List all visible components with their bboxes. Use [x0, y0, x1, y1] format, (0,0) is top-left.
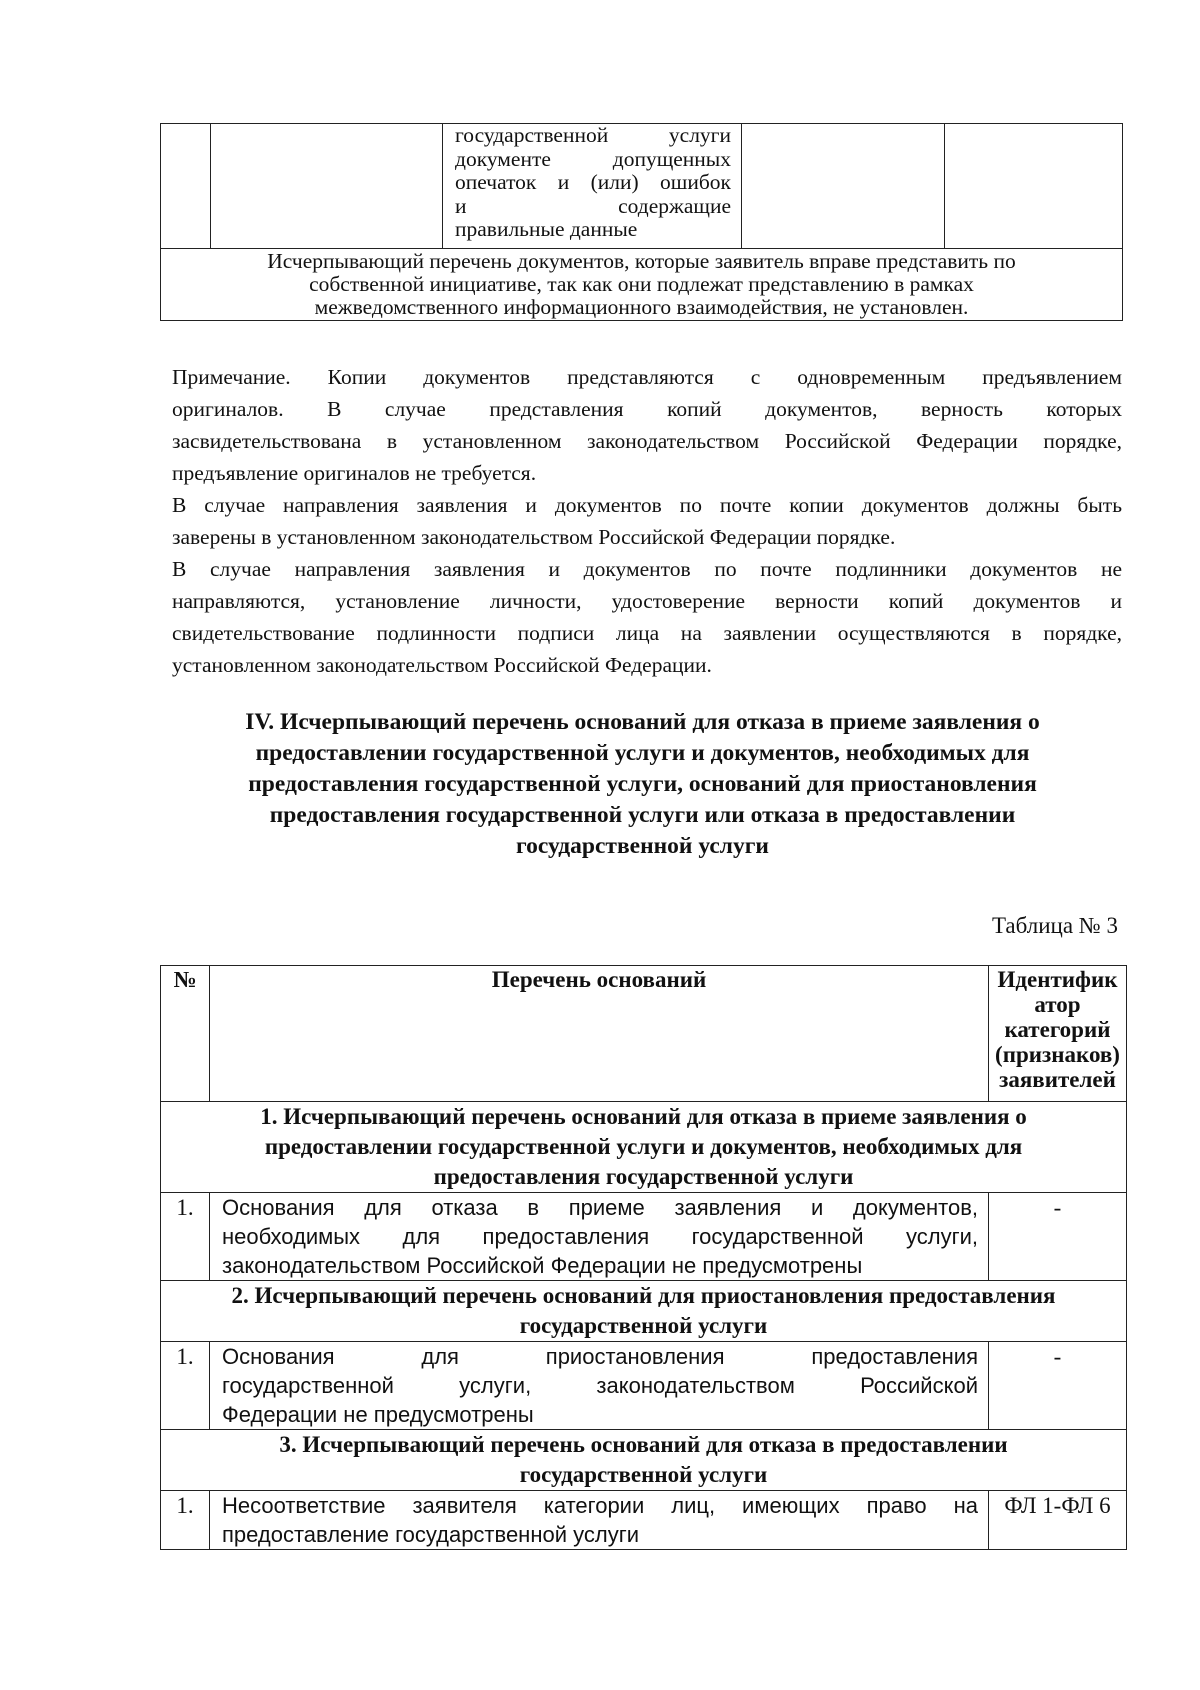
table-row — [161, 1193, 1127, 1281]
section-row — [161, 1281, 1127, 1342]
table-row — [161, 249, 1123, 321]
row-identifier: ФЛ 1-ФЛ 6 — [989, 1491, 1127, 1550]
row-identifier: - — [989, 1193, 1127, 1281]
section-title: 2. Исчерпывающий перечень оснований для приостановления предоставления государственной услуги — [161, 1281, 1127, 1342]
row-text: Основания для отказа в приеме заявления и документов, необходимых для предоставления государственной услуги, законодательством Российской Федерации не предусмотрены — [210, 1193, 989, 1281]
section-heading: IV. Исчерпывающий перечень оснований для отказа в приеме заявления о предоставлении государственной услуги и документов, необходимых для предоставления государственной услуги, оснований для приостановления предоставления государственной услуги или отказа в предоставлении государственной услуги — [245, 709, 1040, 859]
header-ident: Идентифик атор категорий (признаков) заявителей — [989, 966, 1127, 1102]
table-row — [161, 1342, 1127, 1430]
table-cell — [945, 124, 1123, 249]
row-text: Несоответствие заявителя категории лиц, имеющих право на предоставление государственной услуги — [210, 1491, 989, 1550]
note-paragraph: В случае направления заявления и документов по почте подлинники документов не направляются, установление личности, удостоверение верности копий документов и свидетельствование подлинности подписи лица на заявлении осуществляются в порядке, установленном законодательством Российской Федерации. — [172, 557, 1122, 677]
table-cell — [742, 124, 945, 249]
document-description-cell: государственной услуги документе допущенных опечаток и (или) ошибок и содержащие правильные данные — [443, 124, 742, 249]
row-identifier: - — [989, 1342, 1127, 1430]
note-paragraph: Примечание. Копии документов представляются с одновременным предъявлением оригиналов. В случае представления копий документов, верность которых засвидетельствована в установленном законодательством Российской Федерации порядке, предъявление оригиналов не требуется. — [172, 365, 1122, 485]
section-title: 3. Исчерпывающий перечень оснований для отказа в предоставлении государственной услуги — [161, 1430, 1127, 1491]
header-list: Перечень оснований — [210, 966, 989, 1102]
section-row — [161, 1430, 1127, 1491]
section-row — [161, 1102, 1127, 1193]
documents-note-cell: Исчерпывающий перечень документов, которые заявитель вправе представить по собственной инициативе, так как они подлежат представлению в рамках межведомственного информационного взаимодействия, не установлен. — [161, 249, 1123, 321]
continuation-table — [160, 123, 1123, 321]
table-row — [161, 1491, 1127, 1550]
notes-block — [172, 361, 1122, 681]
table-cell — [161, 124, 211, 249]
row-number: 1. — [161, 1491, 210, 1550]
table-cell — [211, 124, 443, 249]
row-number: 1. — [161, 1193, 210, 1281]
header-num: № — [161, 966, 210, 1102]
note-paragraph: В случае направления заявления и документов по почте копии документов должны быть заверены в установленном законодательством Российской Федерации порядке. — [172, 493, 1122, 549]
grounds-table — [160, 965, 1127, 1550]
row-text: Основания для приостановления предоставления государственной услуги, законодательством Российской Федерации не предусмотрены — [210, 1342, 989, 1430]
table-header-row — [161, 966, 1127, 1102]
row-number: 1. — [161, 1342, 210, 1430]
table-caption: Таблица № 3 — [991, 913, 1118, 938]
table-row — [161, 124, 1123, 249]
section-title: 1. Исчерпывающий перечень оснований для отказа в приеме заявления о предоставлении государственной услуги и документов, необходимых для предоставления государственной услуги — [161, 1102, 1127, 1193]
